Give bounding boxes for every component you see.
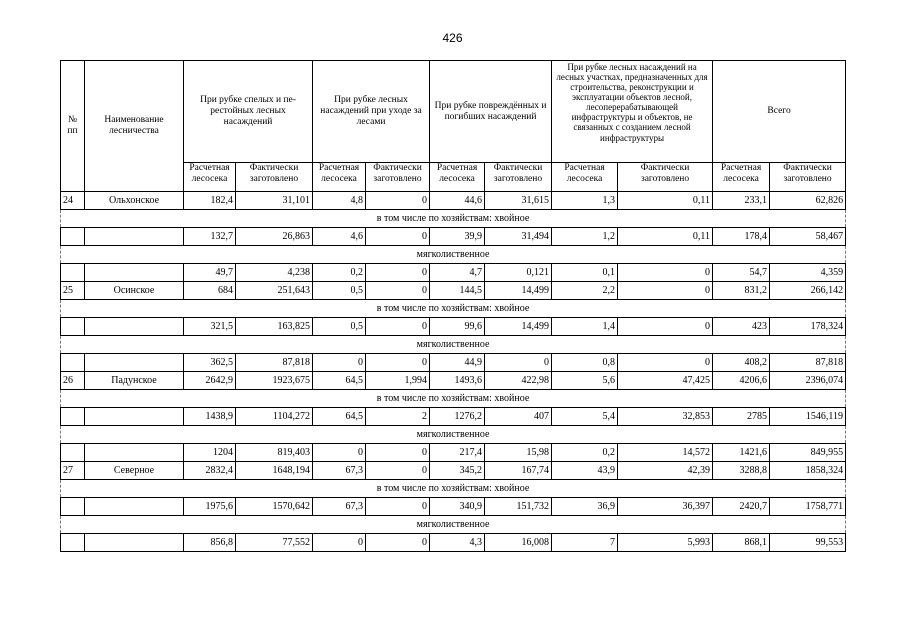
- sub-header-planned: Расчетная лесосека: [713, 163, 770, 192]
- value-cell: 1493,6: [430, 372, 485, 390]
- value-cell: 0,5: [313, 282, 366, 300]
- value-cell: 7: [552, 534, 618, 552]
- value-cell: 99,553: [770, 534, 846, 552]
- group-header-damaged: При рубке повреждённых и погибших насаждений: [430, 61, 552, 163]
- value-cell: 1421,6: [713, 444, 770, 462]
- value-cell: 99,6: [430, 318, 485, 336]
- value-cell: 684: [184, 282, 236, 300]
- value-cell: 36,9: [552, 498, 618, 516]
- value-cell: 345,2: [430, 462, 485, 480]
- empty-cell: [85, 498, 184, 516]
- value-cell: 178,324: [770, 318, 846, 336]
- value-cell: 340,9: [430, 498, 485, 516]
- value-cell: 2642,9: [184, 372, 236, 390]
- table-row: [61, 282, 846, 300]
- group-header-total: Всего: [713, 61, 846, 163]
- group-header-mature: При рубке спелых и пе-рестойных лесных насаждений: [184, 61, 313, 163]
- subgroup-label: мягколиственное: [61, 516, 846, 534]
- sub-header-actual: Фактически заготовлено: [485, 163, 552, 192]
- value-cell: 163,825: [236, 318, 313, 336]
- table-row: [61, 462, 846, 480]
- table-row: [61, 264, 846, 282]
- value-cell: 5,4: [552, 408, 618, 426]
- value-cell: 31,494: [485, 228, 552, 246]
- subgroup-row: [61, 300, 846, 318]
- value-cell: 0: [366, 354, 430, 372]
- forestry-name: Осинское: [85, 282, 184, 300]
- value-cell: 31,615: [485, 192, 552, 210]
- table-row: [61, 444, 846, 462]
- empty-cell: [85, 534, 184, 552]
- subgroup-row: [61, 210, 846, 228]
- value-cell: 1,3: [552, 192, 618, 210]
- subgroup-row: [61, 390, 846, 408]
- value-cell: 43,9: [552, 462, 618, 480]
- value-cell: 49,7: [184, 264, 236, 282]
- forestry-table: [60, 60, 846, 552]
- table-row: [61, 408, 846, 426]
- value-cell: 1,4: [552, 318, 618, 336]
- value-cell: 1648,194: [236, 462, 313, 480]
- group-header-construction: При рубке лесных насаждений на лесных участках, предназначенных для строительства, реконструкции и эксплуатации объектов лесной, лесоперерабатывающей инфраструктуры и объектов, не связанных с созданием лесной инфраструктуры: [552, 61, 713, 163]
- sub-header-actual: Фактически заготовлено: [770, 163, 846, 192]
- value-cell: 408,2: [713, 354, 770, 372]
- value-cell: 0: [485, 354, 552, 372]
- subgroup-label: мягколиственное: [61, 246, 846, 264]
- value-cell: 3288,8: [713, 462, 770, 480]
- subgroup-label: мягколиственное: [61, 336, 846, 354]
- value-cell: 58,467: [770, 228, 846, 246]
- value-cell: 64,5: [313, 408, 366, 426]
- empty-cell: [61, 498, 85, 516]
- empty-cell: [61, 228, 85, 246]
- value-cell: 856,8: [184, 534, 236, 552]
- row-number: 25: [61, 282, 85, 300]
- group-header-care: При рубке лесных насаждений при уходе за лесами: [313, 61, 430, 163]
- subgroup-label: в том числе по хозяйствам: хвойное: [61, 210, 846, 228]
- subgroup-row: [61, 426, 846, 444]
- value-cell: 167,74: [485, 462, 552, 480]
- value-cell: 5,993: [618, 534, 713, 552]
- value-cell: 31,101: [236, 192, 313, 210]
- table-row: [61, 228, 846, 246]
- value-cell: 2,2: [552, 282, 618, 300]
- value-cell: 4,6: [313, 228, 366, 246]
- table-row: [61, 534, 846, 552]
- value-cell: 0: [618, 282, 713, 300]
- empty-cell: [85, 264, 184, 282]
- value-cell: 4,8: [313, 192, 366, 210]
- value-cell: 4,7: [430, 264, 485, 282]
- table-row: [61, 318, 846, 336]
- value-cell: 0,11: [618, 228, 713, 246]
- table-row: [61, 192, 846, 210]
- value-cell: 233,1: [713, 192, 770, 210]
- value-cell: 251,643: [236, 282, 313, 300]
- value-cell: 2420,7: [713, 498, 770, 516]
- forestry-name: Падунское: [85, 372, 184, 390]
- value-cell: 132,7: [184, 228, 236, 246]
- value-cell: 87,818: [236, 354, 313, 372]
- value-cell: 54,7: [713, 264, 770, 282]
- value-cell: 0: [618, 354, 713, 372]
- value-cell: 1,994: [366, 372, 430, 390]
- value-cell: 1204: [184, 444, 236, 462]
- value-cell: 0: [366, 192, 430, 210]
- empty-cell: [85, 354, 184, 372]
- value-cell: 0: [313, 354, 366, 372]
- sub-header-planned: Расчетная лесосека: [430, 163, 485, 192]
- value-cell: 422,98: [485, 372, 552, 390]
- value-cell: 14,572: [618, 444, 713, 462]
- value-cell: 0: [313, 534, 366, 552]
- empty-cell: [85, 228, 184, 246]
- value-cell: 32,853: [618, 408, 713, 426]
- value-cell: 182,4: [184, 192, 236, 210]
- value-cell: 0: [366, 462, 430, 480]
- sub-header-actual: Фактически заготовлено: [236, 163, 313, 192]
- value-cell: 849,955: [770, 444, 846, 462]
- subgroup-row: [61, 246, 846, 264]
- value-cell: 5,6: [552, 372, 618, 390]
- empty-cell: [61, 408, 85, 426]
- value-cell: 1858,324: [770, 462, 846, 480]
- value-cell: 178,4: [713, 228, 770, 246]
- value-cell: 1975,6: [184, 498, 236, 516]
- value-cell: 0,1: [552, 264, 618, 282]
- value-cell: 67,3: [313, 462, 366, 480]
- sub-header-actual: Фактически заготовлено: [618, 163, 713, 192]
- value-cell: 362,5: [184, 354, 236, 372]
- value-cell: 26,863: [236, 228, 313, 246]
- value-cell: 4,3: [430, 534, 485, 552]
- row-number: 26: [61, 372, 85, 390]
- sub-header-planned: Расчетная лесосека: [184, 163, 236, 192]
- value-cell: 2785: [713, 408, 770, 426]
- table-row: [61, 372, 846, 390]
- value-cell: 0,121: [485, 264, 552, 282]
- value-cell: 2396,074: [770, 372, 846, 390]
- value-cell: 819,403: [236, 444, 313, 462]
- empty-cell: [85, 444, 184, 462]
- value-cell: 0: [618, 264, 713, 282]
- value-cell: 4,359: [770, 264, 846, 282]
- value-cell: 0,2: [313, 264, 366, 282]
- empty-cell: [61, 318, 85, 336]
- value-cell: 321,5: [184, 318, 236, 336]
- value-cell: 16,008: [485, 534, 552, 552]
- value-cell: 0,2: [552, 444, 618, 462]
- value-cell: 0: [366, 282, 430, 300]
- empty-cell: [61, 444, 85, 462]
- subgroup-row: [61, 336, 846, 354]
- forestry-name: Ольхонское: [85, 192, 184, 210]
- sub-header-planned: Расчетная лесосека: [552, 163, 618, 192]
- value-cell: 2: [366, 408, 430, 426]
- col-name-header: Наименование лесничества: [85, 61, 184, 192]
- value-cell: 1758,771: [770, 498, 846, 516]
- value-cell: 1276,2: [430, 408, 485, 426]
- page-number: 426: [442, 31, 463, 45]
- value-cell: 217,4: [430, 444, 485, 462]
- table-body: [61, 192, 846, 552]
- subgroup-label: в том числе по хозяйствам: хвойное: [61, 390, 846, 408]
- value-cell: 0,11: [618, 192, 713, 210]
- value-cell: 4206,6: [713, 372, 770, 390]
- value-cell: 0: [618, 318, 713, 336]
- value-cell: 1546,119: [770, 408, 846, 426]
- value-cell: 4,238: [236, 264, 313, 282]
- forestry-name: Северное: [85, 462, 184, 480]
- value-cell: 0: [366, 318, 430, 336]
- table-row: [61, 354, 846, 372]
- subgroup-label: мягколиственное: [61, 426, 846, 444]
- empty-cell: [61, 264, 85, 282]
- value-cell: 44,6: [430, 192, 485, 210]
- value-cell: 0: [366, 498, 430, 516]
- value-cell: 0: [366, 228, 430, 246]
- value-cell: 1,2: [552, 228, 618, 246]
- subgroup-label: в том числе по хозяйствам: хвойное: [61, 480, 846, 498]
- value-cell: 1923,675: [236, 372, 313, 390]
- value-cell: 423: [713, 318, 770, 336]
- value-cell: 87,818: [770, 354, 846, 372]
- empty-cell: [85, 318, 184, 336]
- value-cell: 266,142: [770, 282, 846, 300]
- value-cell: 47,425: [618, 372, 713, 390]
- value-cell: 1104,272: [236, 408, 313, 426]
- value-cell: 0: [313, 444, 366, 462]
- value-cell: 868,1: [713, 534, 770, 552]
- value-cell: 67,3: [313, 498, 366, 516]
- subgroup-row: [61, 516, 846, 534]
- subgroup-row: [61, 480, 846, 498]
- empty-cell: [85, 408, 184, 426]
- sub-header-planned: Расчетная лесосека: [313, 163, 366, 192]
- subgroup-label: в том числе по хозяйствам: хвойное: [61, 300, 846, 318]
- value-cell: 407: [485, 408, 552, 426]
- row-number: 24: [61, 192, 85, 210]
- sub-header-actual: Фактически заготовлено: [366, 163, 430, 192]
- value-cell: 39,9: [430, 228, 485, 246]
- value-cell: 44,9: [430, 354, 485, 372]
- value-cell: 1438,9: [184, 408, 236, 426]
- value-cell: 15,98: [485, 444, 552, 462]
- value-cell: 14,499: [485, 282, 552, 300]
- value-cell: 0: [366, 534, 430, 552]
- row-number: 27: [61, 462, 85, 480]
- value-cell: 2832,4: [184, 462, 236, 480]
- table-row: [61, 498, 846, 516]
- value-cell: 14,499: [485, 318, 552, 336]
- value-cell: 1570,642: [236, 498, 313, 516]
- value-cell: 144,5: [430, 282, 485, 300]
- value-cell: 0: [366, 444, 430, 462]
- value-cell: 77,552: [236, 534, 313, 552]
- value-cell: 64,5: [313, 372, 366, 390]
- value-cell: 62,826: [770, 192, 846, 210]
- col-num-header: № пп: [61, 61, 85, 192]
- value-cell: 151,732: [485, 498, 552, 516]
- empty-cell: [61, 534, 85, 552]
- value-cell: 831,2: [713, 282, 770, 300]
- value-cell: 0,8: [552, 354, 618, 372]
- value-cell: 42,39: [618, 462, 713, 480]
- value-cell: 0,5: [313, 318, 366, 336]
- empty-cell: [61, 354, 85, 372]
- value-cell: 0: [366, 264, 430, 282]
- value-cell: 36,397: [618, 498, 713, 516]
